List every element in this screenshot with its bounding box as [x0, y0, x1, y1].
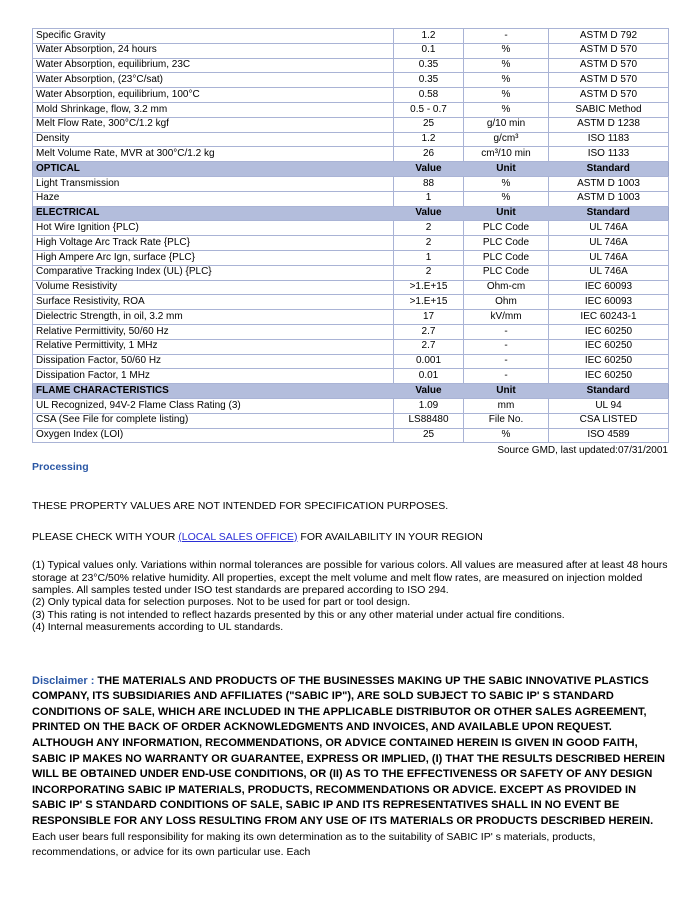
value-cell: 1: [394, 191, 464, 206]
standard-cell: ASTM D 570: [549, 58, 669, 73]
spec-purpose-statement: THESE PROPERTY VALUES ARE NOT INTENDED FOR SPECIFICATION PURPOSES.: [32, 500, 449, 513]
footnote-1: (1) Typical values only. Variations within normal tolerances are possible for various colors. All values are measured after at least 48 hours storage at 23°C/50% relative humidity. All properties, except the melt volume and melt flow rates, are measured on injection molded samples. All samples tested under ISO test standards are prepared according to ISO 294.: [32, 559, 668, 596]
disclaimer: [32, 674, 668, 861]
unit-cell: %: [464, 88, 549, 103]
standard-cell: UL 746A: [549, 236, 669, 251]
property-row: [33, 73, 669, 88]
property-row: [33, 280, 669, 295]
value-cell: 2: [394, 221, 464, 236]
property-name-cell: Light Transmission: [33, 176, 394, 191]
column-header: Standard: [549, 384, 669, 399]
property-row: [33, 117, 669, 132]
disclaimer-bold-text: THE MATERIALS AND PRODUCTS OF THE BUSINESSES MAKING UP THE SABIC INNOVATIVE PLASTICS COMPANY, ITS SUBSIDIARIES AND AFFILIATES ("SABIC IP"), ARE SOLD SUBJECT TO SABIC IP' S STANDARD CONDITIONS OF SALE, WHICH ARE INCLUDED IN THE APPLICABLE DISTRIBUTOR OR OTHER SALES AGREEMENT, PRINTED ON THE BACK OF ORDER ACKNOWLEDGMENTS AND INVOICES, AND AVAILABLE UPON REQUEST. ALTHOUGH ANY INFORMATION, RECOMMENDATIONS, OR ADVICE CONTAINED HEREIN IS GIVEN IN GOOD FAITH, SABIC IP MAKES NO WARRANTY OR GUARANTEE, EXPRESS OR IMPLIED, (I) THAT THE RESULTS DESCRIBED HEREIN WILL BE OBTAINED UNDER END-USE CONDITIONS, OR (II) AS TO THE EFFECTIVENESS OR SAFETY OF ANY DESIGN INCORPORATING SABIC IP MATERIALS, PRODUCTS, RECOMMENDATIONS OR ADVICE. EXCEPT AS PROVIDED IN SABIC IP' S STANDARD CONDITIONS OF SALE, SABIC IP AND ITS REPRESENTATIVES SHALL IN NO EVENT BE RESPONSIBLE FOR ANY LOSS RESULTING FROM ANY USE OF ITS MATERIALS OR PRODUCTS DESCRIBED HEREIN.: [32, 674, 665, 827]
standard-cell: ASTM D 1003: [549, 176, 669, 191]
availability-suffix: FOR AVAILABILITY IN YOUR REGION: [297, 530, 483, 543]
value-cell: 0.58: [394, 88, 464, 103]
standard-cell: CSA LISTED: [549, 413, 669, 428]
unit-cell: PLC Code: [464, 221, 549, 236]
value-cell: 0.35: [394, 58, 464, 73]
value-cell: 1: [394, 250, 464, 265]
property-name-cell: Relative Permittivity, 50/60 Hz: [33, 324, 394, 339]
properties-table-body: [33, 29, 669, 443]
property-name-cell: Density: [33, 132, 394, 147]
property-name-cell: Hot Wire Ignition {PLC): [33, 221, 394, 236]
unit-cell: %: [464, 73, 549, 88]
datasheet-page: [32, 28, 668, 861]
property-name-cell: Melt Flow Rate, 300°C/1.2 kgf: [33, 117, 394, 132]
standard-cell: ISO 1133: [549, 147, 669, 162]
standard-cell: ASTM D 792: [549, 29, 669, 44]
property-name-cell: Dissipation Factor, 1 MHz: [33, 369, 394, 384]
property-row: [33, 221, 669, 236]
unit-cell: -: [464, 354, 549, 369]
disclaimer-label: Disclaimer :: [32, 674, 98, 687]
value-cell: 2.7: [394, 339, 464, 354]
property-row: [33, 339, 669, 354]
property-row: [33, 147, 669, 162]
property-name-cell: Mold Shrinkage, flow, 3.2 mm: [33, 102, 394, 117]
value-cell: 2: [394, 236, 464, 251]
property-name-cell: UL Recognized, 94V-2 Flame Class Rating (3): [33, 398, 394, 413]
property-name-cell: High Voltage Arc Track Rate {PLC}: [33, 236, 394, 251]
unit-cell: %: [464, 102, 549, 117]
source-note: Source GMD, last updated:07/31/2001: [497, 445, 668, 457]
standard-cell: UL 746A: [549, 221, 669, 236]
property-name-cell: Comparative Tracking Index (UL) {PLC}: [33, 265, 394, 280]
section-header-row: [33, 206, 669, 221]
column-header: Value: [394, 162, 464, 177]
column-header: Value: [394, 206, 464, 221]
unit-cell: -: [464, 369, 549, 384]
standard-cell: ASTM D 1003: [549, 191, 669, 206]
value-cell: 1.2: [394, 132, 464, 147]
footnote-4: (4) Internal measurements according to UL standards.: [32, 621, 284, 634]
property-name-cell: Volume Resistivity: [33, 280, 394, 295]
unit-cell: %: [464, 176, 549, 191]
standard-cell: IEC 60250: [549, 324, 669, 339]
value-cell: 25: [394, 428, 464, 443]
property-row: [33, 102, 669, 117]
section-title: FLAME CHARACTERISTICS: [33, 384, 394, 399]
column-header: Standard: [549, 206, 669, 221]
property-row: [33, 324, 669, 339]
standard-cell: ISO 1183: [549, 132, 669, 147]
standard-cell: IEC 60250: [549, 354, 669, 369]
unit-cell: Ohm: [464, 295, 549, 310]
value-cell: >1.E+15: [394, 295, 464, 310]
property-row: [33, 176, 669, 191]
value-cell: 0.1: [394, 43, 464, 58]
standard-cell: ISO 4589: [549, 428, 669, 443]
property-row: [33, 413, 669, 428]
property-name-cell: High Ampere Arc Ign, surface {PLC}: [33, 250, 394, 265]
disclaimer-normal-text: Each user bears full responsibility for making its own determination as to the suitability of SABIC IP' s materials, products, recommendations, or advice for its own particular use. Each: [32, 830, 596, 859]
property-row: [33, 88, 669, 103]
property-name-cell: Haze: [33, 191, 394, 206]
property-name-cell: Relative Permittivity, 1 MHz: [33, 339, 394, 354]
property-row: [33, 354, 669, 369]
property-name-cell: Water Absorption, equilibrium, 23C: [33, 58, 394, 73]
value-cell: 88: [394, 176, 464, 191]
standard-cell: ASTM D 570: [549, 43, 669, 58]
value-cell: 0.5 - 0.7: [394, 102, 464, 117]
column-header: Standard: [549, 162, 669, 177]
unit-cell: g/10 min: [464, 117, 549, 132]
unit-cell: %: [464, 191, 549, 206]
property-name-cell: CSA (See File for complete listing): [33, 413, 394, 428]
value-cell: LS88480: [394, 413, 464, 428]
unit-cell: PLC Code: [464, 265, 549, 280]
unit-cell: File No.: [464, 413, 549, 428]
processing-heading: Processing: [32, 461, 89, 474]
property-row: [33, 369, 669, 384]
unit-cell: cm³/10 min: [464, 147, 549, 162]
unit-cell: g/cm³: [464, 132, 549, 147]
availability-statement: [32, 531, 668, 543]
value-cell: >1.E+15: [394, 280, 464, 295]
standard-cell: ASTM D 1238: [549, 117, 669, 132]
standard-cell: UL 746A: [549, 265, 669, 280]
unit-cell: PLC Code: [464, 236, 549, 251]
unit-cell: %: [464, 428, 549, 443]
footnote-2: (2) Only typical data for selection purposes. Not to be used for part or tool design.: [32, 596, 411, 609]
property-row: [33, 29, 669, 44]
properties-table: [32, 28, 669, 443]
standard-cell: IEC 60243-1: [549, 310, 669, 325]
column-header: Value: [394, 384, 464, 399]
unit-cell: %: [464, 58, 549, 73]
value-cell: 0.001: [394, 354, 464, 369]
property-name-cell: Oxygen Index (LOI): [33, 428, 394, 443]
standard-cell: IEC 60093: [549, 280, 669, 295]
column-header: Unit: [464, 162, 549, 177]
property-row: [33, 236, 669, 251]
unit-cell: -: [464, 339, 549, 354]
section-title: ELECTRICAL: [33, 206, 394, 221]
property-row: [33, 265, 669, 280]
property-row: [33, 295, 669, 310]
section-header-row: [33, 384, 669, 399]
standard-cell: IEC 60250: [549, 339, 669, 354]
property-name-cell: Melt Volume Rate, MVR at 300°C/1.2 kg: [33, 147, 394, 162]
value-cell: 17: [394, 310, 464, 325]
standard-cell: UL 94: [549, 398, 669, 413]
value-cell: 1.2: [394, 29, 464, 44]
property-row: [33, 58, 669, 73]
standard-cell: ASTM D 570: [549, 73, 669, 88]
property-name-cell: Dielectric Strength, in oil, 3.2 mm: [33, 310, 394, 325]
footnotes: [32, 559, 668, 633]
standard-cell: IEC 60250: [549, 369, 669, 384]
unit-cell: -: [464, 324, 549, 339]
value-cell: 2: [394, 265, 464, 280]
property-name-cell: Specific Gravity: [33, 29, 394, 44]
property-name-cell: Surface Resistivity, ROA: [33, 295, 394, 310]
standard-cell: ASTM D 570: [549, 88, 669, 103]
unit-cell: kV/mm: [464, 310, 549, 325]
standard-cell: UL 746A: [549, 250, 669, 265]
section-header-row: [33, 162, 669, 177]
value-cell: 1.09: [394, 398, 464, 413]
unit-cell: PLC Code: [464, 250, 549, 265]
value-cell: 2.7: [394, 324, 464, 339]
column-header: Unit: [464, 384, 549, 399]
unit-cell: Ohm-cm: [464, 280, 549, 295]
unit-cell: %: [464, 43, 549, 58]
property-row: [33, 250, 669, 265]
value-cell: 0.01: [394, 369, 464, 384]
property-name-cell: Water Absorption, 24 hours: [33, 43, 394, 58]
standard-cell: SABIC Method: [549, 102, 669, 117]
value-cell: 0.35: [394, 73, 464, 88]
column-header: Unit: [464, 206, 549, 221]
footnote-3: (3) This rating is not intended to reflect hazards presented by this or any other material under actual fire conditions.: [32, 608, 565, 621]
property-name-cell: Water Absorption, (23°C/sat): [33, 73, 394, 88]
unit-cell: mm: [464, 398, 549, 413]
property-name-cell: Dissipation Factor, 50/60 Hz: [33, 354, 394, 369]
property-row: [33, 132, 669, 147]
property-row: [33, 191, 669, 206]
property-row: [33, 428, 669, 443]
property-row: [33, 398, 669, 413]
unit-cell: -: [464, 29, 549, 44]
standard-cell: IEC 60093: [549, 295, 669, 310]
property-name-cell: Water Absorption, equilibrium, 100°C: [33, 88, 394, 103]
local-sales-office-link[interactable]: (LOCAL SALES OFFICE): [178, 530, 298, 543]
section-title: OPTICAL: [33, 162, 394, 177]
availability-prefix: PLEASE CHECK WITH YOUR: [32, 530, 179, 543]
property-row: [33, 310, 669, 325]
value-cell: 26: [394, 147, 464, 162]
value-cell: 25: [394, 117, 464, 132]
property-row: [33, 43, 669, 58]
